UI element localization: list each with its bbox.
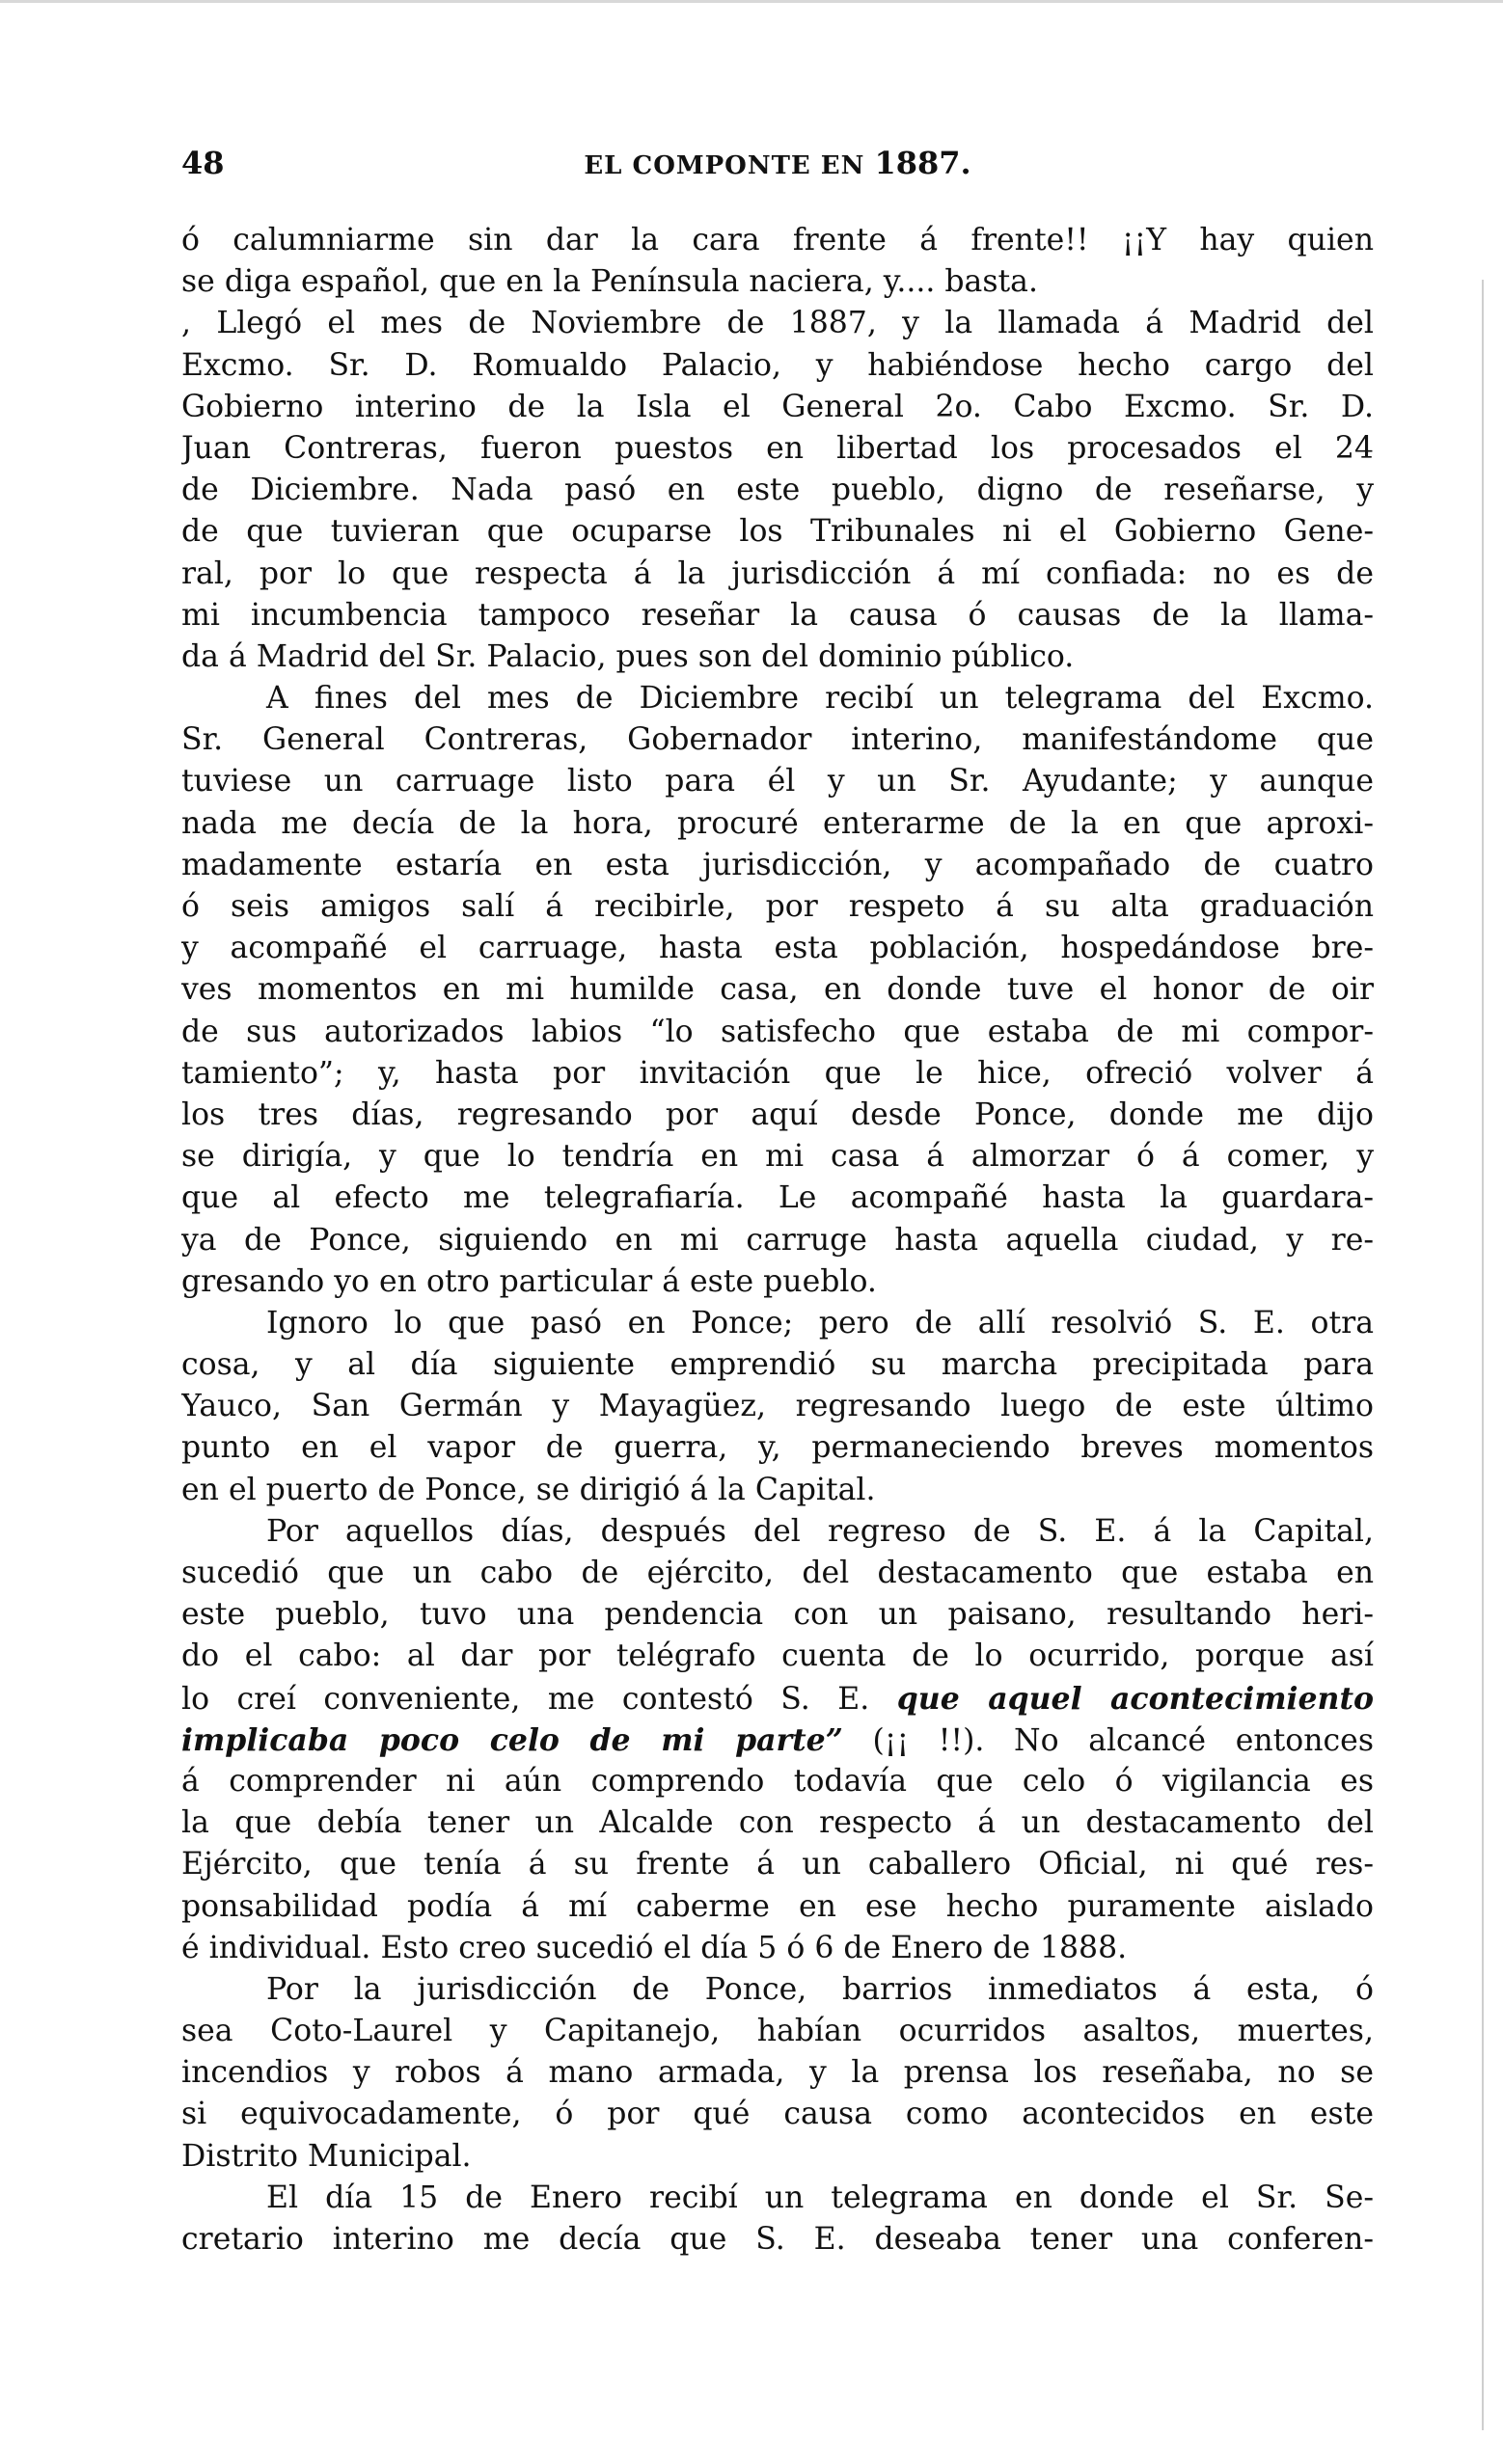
- line-text: ves momentos en mi humilde casa, en donde tuve el honor de oir: [181, 972, 1374, 1008]
- text-line: [181, 1427, 1374, 1469]
- line-text: ó seis amigos salí á recibirle, por respeto á su alta graduación: [181, 889, 1374, 924]
- text-line: [181, 1594, 1374, 1636]
- line-text: ral, por lo que respecta á la jurisdicción á mí confiada: no es de: [181, 555, 1374, 591]
- text-line: [181, 2011, 1374, 2052]
- text-line: [181, 1386, 1374, 1427]
- line-text: Distrito Municipal.: [181, 2138, 472, 2174]
- text-line: [181, 1095, 1374, 1136]
- text-line: [181, 1678, 1374, 1719]
- text-line: [181, 345, 1374, 387]
- text-line: [181, 1178, 1374, 1219]
- running-head-title: EL COMPONTE EN: [584, 151, 865, 180]
- line-text: punto en el vapor de guerra, y, permaneciendo breves momentos: [181, 1430, 1374, 1466]
- line-text-after: (¡¡ !!). No alcancé entonces: [842, 1722, 1374, 1758]
- line-text: que al efecto me telegrafiaría. Le acompañé hasta la guardara-: [181, 1180, 1374, 1216]
- line-text: , Llegó el mes de Noviembre de 1887, y la llamada á Madrid del: [181, 306, 1374, 341]
- line-text: se dirigía, y que lo tendría en mi casa á almorzar ó á comer, y: [181, 1139, 1374, 1175]
- text-line: [181, 1761, 1374, 1802]
- line-text: incendios y robos á mano armada, y la prensa los reseñaba, no se: [181, 2055, 1374, 2091]
- scan-edge-top: [0, 0, 1503, 3]
- text-line: [181, 636, 1374, 678]
- line-text: é individual. Esto creo sucedió el día 5 ó 6 de Enero de 1888.: [181, 1930, 1128, 1965]
- line-text: se diga español, que en la Península naciera, y.... basta.: [181, 264, 1038, 300]
- line-text: Por aquellos días, después del regreso de S. E. á la Capital,: [266, 1513, 1374, 1549]
- text-line: [181, 1303, 1374, 1344]
- text-line: [181, 1636, 1374, 1677]
- line-text: este pueblo, tuvo una pendencia con un paisano, resultando heri-: [181, 1597, 1374, 1633]
- text-line: [181, 303, 1374, 344]
- text-line: [181, 595, 1374, 636]
- line-text: de que tuvieran que ocuparse los Tribunales ni el Gobierno Gene-: [181, 514, 1374, 550]
- text-line: [181, 1012, 1374, 1053]
- scan-edge-right: [1482, 280, 1484, 2430]
- line-text: y acompañé el carruage, hasta esta población, hospedándose bre-: [181, 931, 1374, 966]
- text-line: [181, 1802, 1374, 1844]
- italic-quote: que aquel acontecimiento: [896, 1680, 1374, 1717]
- text-line: [181, 1470, 1374, 1511]
- text-line: [181, 1886, 1374, 1928]
- text-line: [181, 1344, 1374, 1386]
- text-line: [181, 1553, 1374, 1594]
- text-line: [181, 2136, 1374, 2178]
- line-text: Gobierno interino de la Isla el General 2o. Cabo Excmo. Sr. D.: [181, 389, 1374, 424]
- line-text: da á Madrid del Sr. Palacio, pues son del dominio público.: [181, 638, 1075, 674]
- line-text: de sus autorizados labios “lo satisfecho que estaba de mi compor-: [181, 1014, 1374, 1049]
- text-line: [181, 1261, 1374, 1303]
- text-line: [181, 928, 1374, 969]
- text-line: [181, 1136, 1374, 1178]
- text-line: [181, 1220, 1374, 1261]
- text-line: [181, 2219, 1374, 2261]
- line-text: gresando yo en otro particular á este pueblo.: [181, 1263, 877, 1299]
- text-line: [181, 761, 1374, 802]
- line-text: Juan Contreras, fueron puestos en libertad los procesados el 24: [181, 430, 1374, 466]
- line-text: tuviese un carruage listo para él y un Sr. Ayudante; y aunque: [181, 764, 1374, 799]
- text-line: [181, 2178, 1374, 2219]
- text-line: [181, 261, 1374, 303]
- text-line: [181, 1719, 1374, 1761]
- line-text: Ignoro lo que pasó en Ponce; pero de allí resolvió S. E. otra: [266, 1305, 1374, 1340]
- italic-quote: implicaba poco celo de mi parte”: [181, 1721, 843, 1758]
- body-text: [181, 220, 1374, 2261]
- line-text: sucedió que un cabo de ejército, del destacamento que estaba en: [181, 1556, 1374, 1590]
- text-line: [181, 2052, 1374, 2094]
- line-text: si equivocadamente, ó por qué causa como acontecidos en este: [181, 2097, 1374, 2132]
- text-line: [181, 1511, 1374, 1553]
- text-line: [181, 1928, 1374, 1969]
- line-text: Excmo. Sr. D. Romualdo Palacio, y habiéndose hecho cargo del: [181, 347, 1374, 383]
- text-line: [181, 387, 1374, 428]
- line-text: tamiento”; y, hasta por invitación que le hice, ofreció volver á: [181, 1055, 1374, 1091]
- text-line: [181, 1969, 1374, 2011]
- text-line: [181, 1053, 1374, 1095]
- text-line: [181, 886, 1374, 928]
- line-text: Por la jurisdicción de Ponce, barrios inmediatos á esta, ó: [266, 1971, 1374, 2007]
- line-text: A fines del mes de Diciembre recibí un telegrama del Excmo.: [266, 681, 1374, 717]
- text-line: [181, 845, 1374, 886]
- text-line: [181, 1844, 1374, 1885]
- line-text: Yauco, San Germán y Mayagüez, regresando luego de este último: [181, 1389, 1374, 1424]
- text-line: [181, 554, 1374, 595]
- line-text: El día 15 de Enero recibí un telegrama en donde el Sr. Se-: [266, 2180, 1374, 2215]
- text-line: [181, 220, 1374, 261]
- running-head-year: 1887.: [874, 145, 971, 181]
- text-line: [181, 470, 1374, 511]
- text-line: [181, 719, 1374, 761]
- line-text: cosa, y al día siguiente emprendió su marcha precipitada para: [181, 1347, 1374, 1383]
- line-text: los tres días, regresando por aquí desde Ponce, donde me dijo: [181, 1097, 1374, 1132]
- line-text: madamente estaría en esta jurisdicción, y acompañado de cuatro: [181, 847, 1374, 882]
- line-text: ó calumniarme sin dar la cara frente á frente!! ¡¡Y hay quien: [181, 223, 1374, 257]
- page-number: 48: [181, 145, 225, 181]
- text-line: [181, 2094, 1374, 2135]
- line-text: nada me decía de la hora, procuré enterarme de la en que aproxi-: [181, 805, 1374, 841]
- line-text: la que debía tener un Alcalde con respecto á un destacamento del: [181, 1805, 1374, 1841]
- line-text: lo creí conveniente, me contestó S. E.: [181, 1681, 870, 1717]
- line-text: mi incumbencia tampoco reseñar la causa ó causas de la llama-: [181, 597, 1374, 633]
- text-line: [181, 803, 1374, 845]
- text-line: [181, 511, 1374, 553]
- line-text: do el cabo: al dar por telégrafo cuenta de lo ocurrido, porque así: [181, 1638, 1374, 1674]
- text-line: [181, 428, 1374, 470]
- line-text: cretario interino me decía que S. E. deseaba tener una conferen-: [181, 2222, 1374, 2257]
- text-line: [181, 678, 1374, 719]
- line-text: á comprender ni aún comprendo todavía que celo ó vigilancia es: [181, 1763, 1374, 1799]
- line-text: Ejército, que tenía á su frente á un caballero Oficial, ni qué res-: [181, 1847, 1374, 1882]
- line-text: en el puerto de Ponce, se dirigió á la Capital.: [181, 1472, 876, 1507]
- line-text: sea Coto-Laurel y Capitanejo, habían ocurridos asaltos, muertes,: [181, 2014, 1374, 2049]
- page-header: [181, 143, 1374, 183]
- line-text: de Diciembre. Nada pasó en este pueblo, digno de reseñarse, y: [181, 473, 1374, 508]
- line-text: ya de Ponce, siguiendo en mi carruge hasta aquella ciudad, y re-: [181, 1222, 1374, 1258]
- text-line: [181, 969, 1374, 1011]
- running-head: [181, 143, 1374, 186]
- line-text: ponsabilidad podía á mí caberme en ese hecho puramente aislado: [181, 1888, 1374, 1924]
- line-text: Sr. General Contreras, Gobernador interino, manifestándome que: [181, 722, 1374, 758]
